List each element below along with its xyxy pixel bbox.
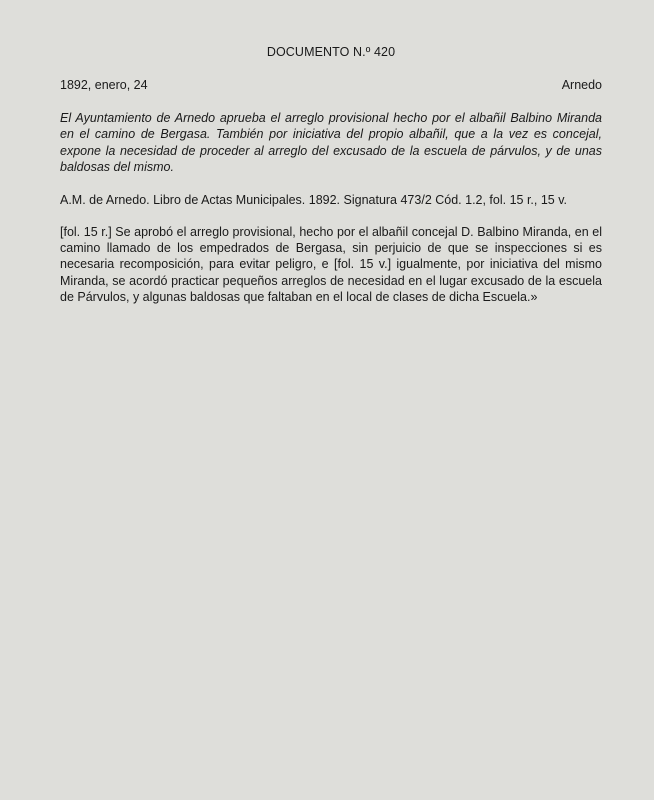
document-place: Arnedo [561, 78, 602, 92]
document-title: DOCUMENTO N.º 420 [266, 45, 396, 59]
document-summary: El Ayuntamiento de Arnedo aprueba el arreglo provisional hecho por el albañil Balbino Miranda en el camino de Bergasa. También por iniciativa del propio albañil, que a la vez es concejal, expone la necesidad de proceder al arreglo del excusado de la escuela de párvulos, y de unas baldosas del mismo. [60, 111, 602, 175]
document-body: [fol. 15 r.] Se aprobó el arreglo provisional, hecho por el albañil concejal D. Balbino Miranda, en el camino llamado de los empedrados de Bergasa, sin perjuicio de que se inspecciones si es necesaria recomposición, para evitar peligro, e [fol. 15 v.] igualmente, por iniciativa del mismo Miranda, se acordó practicar pequeños arreglos de necesidad en el lugar excusado de la escuela de Párvulos, y algunas baldosas que faltaban en el local de clases de dicha Escuela.» [60, 224, 602, 305]
document-date: 1892, enero, 24 [60, 78, 148, 92]
date-place-row [60, 77, 602, 93]
document-source: A.M. de Arnedo. Libro de Actas Municipales. 1892. Signatura 473/2 Cód. 1.2, fol. 15 r., 15 v. [60, 192, 568, 207]
